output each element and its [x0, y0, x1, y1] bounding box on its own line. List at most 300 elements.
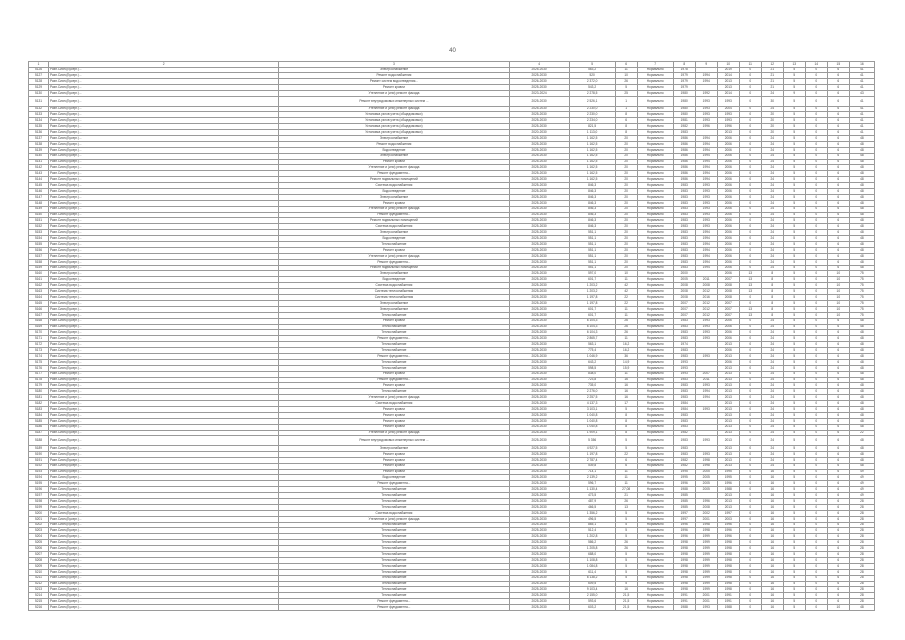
table-cell: Теплоснабжение [279, 493, 509, 499]
table-cell: 551,1 [569, 265, 615, 271]
table-cell: 0 [805, 359, 827, 365]
table-cell: 2025-2030 [509, 318, 569, 324]
table-cell: 1983 [673, 446, 695, 452]
table-cell: Нормально [637, 212, 673, 218]
table-cell: 6 [827, 130, 849, 136]
table-cell: 6 [827, 189, 849, 195]
table-cell: Ремонт кровли [279, 418, 509, 424]
table-cell: Разн.Сиян.(Бусерг.)... [49, 306, 279, 312]
table-cell: Нормально [637, 401, 673, 407]
table-cell: 5 [783, 348, 805, 354]
table-cell: 0 [805, 153, 827, 159]
table-cell: Разн.Сиян.(Бусерг.)... [49, 599, 279, 605]
table-cell: 601,7 [569, 306, 615, 312]
table-cell: 2 230,0 [569, 112, 615, 118]
table-cell: Нормально [637, 528, 673, 534]
table-cell: Нормально [637, 605, 673, 611]
table-cell: 5167 [29, 312, 49, 318]
table-cell: 2025-2030 [509, 295, 569, 301]
table-cell: 48 [849, 395, 874, 401]
table-cell: 2025-2030 [509, 289, 569, 295]
table-cell: 6 [827, 389, 849, 395]
table-cell: 1993 [695, 206, 717, 212]
table-cell: 1993 [695, 324, 717, 330]
table-cell: 5131 [29, 96, 49, 106]
table-cell: 20 [615, 171, 637, 177]
table-cell: 1983 [673, 336, 695, 342]
table-cell: 735,0 [569, 383, 615, 389]
table-cell: Электроснабжение [279, 230, 509, 236]
table-cell: Нормально [637, 493, 673, 499]
table-cell: 1979 [673, 73, 695, 79]
table-cell: 0 [805, 342, 827, 348]
table-cell: 6 [827, 406, 849, 412]
table-cell: 0 [739, 528, 761, 534]
table-cell: 0 [739, 436, 761, 446]
table-cell: 5 [783, 342, 805, 348]
table-cell: 1998 [695, 457, 717, 463]
table-cell: 1998 [673, 581, 695, 587]
table-cell: 6 [827, 147, 849, 153]
table-cell: 48 [849, 136, 874, 142]
table-cell: 0 [805, 289, 827, 295]
table-cell: 6 [827, 91, 849, 97]
table-cell: Разн.Сиян.(Бусерг.)... [49, 67, 279, 73]
table-cell: 1995 [673, 469, 695, 475]
table-cell: Разн.Сиян.(Бусерг.)... [49, 73, 279, 79]
table-cell: 16 [761, 493, 783, 499]
column-number: 13 [783, 62, 805, 68]
table-cell: 13 [739, 289, 761, 295]
table-cell: 5206 [29, 546, 49, 552]
table-cell: 24 [761, 200, 783, 206]
table-cell: 2013 [717, 377, 739, 383]
table-cell: 5 [783, 79, 805, 85]
table-cell: Разн.Сиян.(Бусерг.)... [49, 528, 279, 534]
table-cell: 48 [849, 412, 874, 418]
table-cell: 2007 [673, 312, 695, 318]
table-cell: Разн.Сиян.(Бусерг.)... [49, 153, 279, 159]
table-cell: Нормально [637, 446, 673, 452]
table-cell: 2025-2030 [509, 67, 569, 73]
table-cell: 1998 [673, 587, 695, 593]
table-cell: 1998 [673, 540, 695, 546]
table-cell: 1993 [695, 330, 717, 336]
table-cell: 5174 [29, 353, 49, 359]
table-cell: 6 [827, 469, 849, 475]
table-cell: 1983 [673, 218, 695, 224]
table-cell: 22 [849, 430, 874, 436]
table-cell: 5 [783, 124, 805, 130]
table-cell: Теплоснабжение [279, 330, 509, 336]
table-cell: 2007 [717, 306, 739, 312]
table-cell: 24 [761, 259, 783, 265]
table-cell: 1991 [717, 599, 739, 605]
table-row [29, 96, 875, 106]
table-cell: 9 103,4 [569, 587, 615, 593]
table-cell: Нормально [637, 147, 673, 153]
table-cell: 6 [827, 581, 849, 587]
table-cell: 5 [615, 581, 637, 587]
table-cell: 48 [849, 353, 874, 359]
table-cell: Нормально [637, 481, 673, 487]
table-cell: 5148 [29, 200, 49, 206]
table-cell: 24 [761, 242, 783, 248]
table-cell: Нормально [637, 130, 673, 136]
table-cell: Нормально [637, 118, 673, 124]
table-cell: 0 [739, 383, 761, 389]
table-cell: 1 162,5 [569, 177, 615, 183]
table-cell: Нормально [637, 306, 673, 312]
table-cell: 593,6 [569, 599, 615, 605]
table-cell: 11 [615, 469, 637, 475]
table-cell: 24 [761, 159, 783, 165]
table-cell: 5 [783, 395, 805, 401]
table-cell: 10 [615, 73, 637, 79]
table-cell: 2006 [717, 336, 739, 342]
table-cell: 5157 [29, 253, 49, 259]
table-cell: 5 [783, 206, 805, 212]
table-cell: 0 [805, 412, 827, 418]
table-cell: Разн.Сиян.(Бусерг.)... [49, 493, 279, 499]
table-cell: 1993 [695, 406, 717, 412]
table-cell: 0 [739, 265, 761, 271]
table-cell: 0 [805, 451, 827, 457]
table-cell: 846,3 [569, 183, 615, 189]
table-cell: 5 [783, 306, 805, 312]
table-cell: 48 [849, 342, 874, 348]
table-cell: Нормально [637, 85, 673, 91]
table-cell: 0 [739, 412, 761, 418]
table-cell: 1998 [673, 575, 695, 581]
table-cell: Нормально [637, 106, 673, 112]
table-cell: 0 [805, 475, 827, 481]
table-cell: 5160 [29, 271, 49, 277]
table-cell: 5129 [29, 85, 49, 91]
table-cell: 10 [827, 605, 849, 611]
table-cell: 2025-2030 [509, 446, 569, 452]
table-cell: 5 [783, 510, 805, 516]
table-cell: 1991 [673, 599, 695, 605]
table-cell: Ремонт фундамента... [279, 481, 509, 487]
table-cell: 1985 [673, 504, 695, 510]
table-cell: 0 [739, 236, 761, 242]
table-cell: 1983 [673, 253, 695, 259]
table-cell: Теплоснабжение [279, 499, 509, 505]
table-cell: 2013 [717, 430, 739, 436]
table-cell: 1983 [673, 242, 695, 248]
table-cell: Разн.Сиян.(Бусерг.)... [49, 389, 279, 395]
table-cell: Разн.Сиян.(Бусерг.)... [49, 330, 279, 336]
table-cell: 5179 [29, 383, 49, 389]
table-cell: 17 [615, 401, 637, 407]
table-cell: 1994 [695, 389, 717, 395]
table-cell: 0 [805, 540, 827, 546]
table-cell: 0 [739, 395, 761, 401]
table-cell: 5 [783, 295, 805, 301]
table-cell: 20 [615, 218, 637, 224]
table-cell: 1985 [673, 499, 695, 505]
table-cell: 6 [827, 177, 849, 183]
table-cell: 2007 [673, 306, 695, 312]
table-cell: 2006 [717, 194, 739, 200]
table-cell: 6 104,3 [569, 324, 615, 330]
table-cell: 1993 [695, 383, 717, 389]
table-cell: 2013 [717, 493, 739, 499]
table-cell: 5 [783, 522, 805, 528]
table-cell: 24 [761, 106, 783, 112]
table-cell: 0 [805, 277, 827, 283]
table-cell: 1994 [695, 265, 717, 271]
table-cell: 1980 [673, 106, 695, 112]
table-cell: 2012 [695, 289, 717, 295]
table-cell: 1999 [695, 569, 717, 575]
table-cell: 1993 [673, 371, 695, 377]
table-cell: 1996 [717, 522, 739, 528]
table-cell: 24 [761, 177, 783, 183]
table-cell: 5 [783, 412, 805, 418]
table-cell: 0 [805, 159, 827, 165]
table-cell: 2025-2030 [509, 96, 569, 106]
table-cell: 5 [783, 253, 805, 259]
table-cell: 48 [849, 336, 874, 342]
table-cell: 2013 [717, 353, 739, 359]
table-cell: Разн.Сиян.(Бусерг.)... [49, 430, 279, 436]
table-cell: 1994 [695, 159, 717, 165]
table-cell: 1 162,5 [569, 159, 615, 165]
table-cell: 5164 [29, 295, 49, 301]
table-cell: 5212 [29, 581, 49, 587]
table-cell: Ремонт подвальных помещений [279, 265, 509, 271]
table-cell: 48 [849, 206, 874, 212]
table-cell: 2006 [717, 271, 739, 277]
table-cell: 466,5 [569, 504, 615, 510]
table-cell: 5171 [29, 336, 49, 342]
table-cell: 1998 [717, 575, 739, 581]
table-cell: Водоотведение [279, 236, 509, 242]
table-cell: Разн.Сиян.(Бусерг.)... [49, 206, 279, 212]
table-cell: 2025-2030 [509, 557, 569, 563]
table-cell: 5 [783, 499, 805, 505]
table-cell: 6 [827, 218, 849, 224]
table-cell: Теплоснабжение [279, 365, 509, 371]
table-cell: 2025-2030 [509, 383, 569, 389]
table-cell: 2006 [717, 359, 739, 365]
table-cell: 5 [783, 546, 805, 552]
table-cell: 1 202,8 [569, 534, 615, 540]
table-cell: 5159 [29, 265, 49, 271]
table-cell: 16 [761, 599, 783, 605]
table-cell: 5158 [29, 259, 49, 265]
table-cell: 2025-2030 [509, 259, 569, 265]
table-cell: Нормально [637, 312, 673, 318]
table-cell: 24 [761, 348, 783, 354]
table-cell: 1993 [695, 436, 717, 446]
table-cell: 0 [805, 348, 827, 354]
table-cell: 6 [827, 457, 849, 463]
table-cell: 0 [739, 73, 761, 79]
table-cell: 22 [615, 295, 637, 301]
table-cell: Разн.Сиян.(Бусерг.)... [49, 247, 279, 253]
table-cell: 16 [615, 389, 637, 395]
table-cell: 20 [615, 224, 637, 230]
table-cell: 8 [615, 130, 637, 136]
table-cell: 0 [739, 141, 761, 147]
table-cell: 551,1 [569, 253, 615, 259]
table-cell: 5 [783, 96, 805, 106]
table-cell: 2025-2030 [509, 189, 569, 195]
table-cell: 2014 [717, 73, 739, 79]
table-cell: 6 [827, 569, 849, 575]
table-cell: 16 [761, 581, 783, 587]
table-cell: 2013 [717, 424, 739, 430]
table-cell: 2025-2030 [509, 424, 569, 430]
table-cell: 5130 [29, 91, 49, 97]
table-cell: 6 [827, 528, 849, 534]
table-cell: 26 [615, 499, 637, 505]
table-cell: 5166 [29, 306, 49, 312]
table-cell: 5 [783, 516, 805, 522]
table-cell: 1980 [673, 91, 695, 97]
table-cell: 16 [761, 605, 783, 611]
table-cell: 6 [827, 265, 849, 271]
table-cell: 8 [615, 412, 637, 418]
table-cell: 2006 [717, 183, 739, 189]
table-cell: 26 [615, 324, 637, 330]
table-cell: 5184 [29, 412, 49, 418]
table-cell: 11 [615, 336, 637, 342]
table-cell: 20 [615, 177, 637, 183]
table-cell: 1983 [673, 259, 695, 265]
table-cell: 0 [739, 499, 761, 505]
table-cell: Утепление и (или) ремонт фасада [279, 91, 509, 97]
table-cell: 1993 [695, 96, 717, 106]
table-cell: 24 [761, 91, 783, 97]
table-cell: 6 [827, 112, 849, 118]
table-cell: 48 [849, 165, 874, 171]
table-cell: 5 [783, 528, 805, 534]
table-cell: 2025-2030 [509, 504, 569, 510]
column-number: 16 [849, 62, 874, 68]
table-cell: 1997 [673, 510, 695, 516]
table-cell: 5168 [29, 318, 49, 324]
table-cell: Разн.Сиян.(Бусерг.)... [49, 230, 279, 236]
table-cell: Водоотведение [279, 475, 509, 481]
table-cell: 48 [849, 177, 874, 183]
table-cell: 2 372,0 [569, 79, 615, 85]
table-cell: 2007 [717, 312, 739, 318]
table-cell: 2025-2030 [509, 247, 569, 253]
table-cell: 2007 [717, 277, 739, 283]
table-cell: 5 356 [569, 436, 615, 446]
table-cell: 0 [739, 218, 761, 224]
table-cell: Разн.Сиян.(Бусерг.)... [49, 342, 279, 348]
table-cell: Теплоснабжение [279, 581, 509, 587]
table-cell: 6 [827, 395, 849, 401]
table-cell: 8 [615, 124, 637, 130]
table-cell: 5 [783, 147, 805, 153]
table-cell: 48 [849, 318, 874, 324]
table-cell: Нормально [637, 353, 673, 359]
table-cell: 5153 [29, 230, 49, 236]
table-cell: 6 [827, 401, 849, 407]
table-cell: 48 [849, 159, 874, 165]
table-cell: 1996 [717, 481, 739, 487]
table-cell: Теплоснабжение [279, 342, 509, 348]
table-cell: 0 [805, 510, 827, 516]
table-cell: Нормально [637, 424, 673, 430]
table-cell: 5175 [29, 359, 49, 365]
table-cell: 5144 [29, 177, 49, 183]
table-cell: 11 [615, 312, 637, 318]
table-cell: 5188 [29, 436, 49, 446]
table-cell: 0 [805, 457, 827, 463]
table-cell: 775,4 [569, 348, 615, 354]
table-cell: Нормально [637, 141, 673, 147]
table-cell: 0 [805, 85, 827, 91]
table-cell: 48 [849, 141, 874, 147]
table-cell: 24 [761, 353, 783, 359]
table-cell: Установка узлов учета (общедомовых) [279, 112, 509, 118]
table-cell: Нормально [637, 171, 673, 177]
table-cell: 16 [761, 504, 783, 510]
table-cell: 2006 [717, 242, 739, 248]
table-cell: Нормально [637, 91, 673, 97]
table-cell: 5205 [29, 540, 49, 546]
table-cell: 5 [783, 534, 805, 540]
table-cell: 2006 [717, 206, 739, 212]
table-cell: 1980 [673, 96, 695, 106]
table-cell: Разн.Сиян.(Бусерг.)... [49, 457, 279, 463]
table-cell: 16 [761, 481, 783, 487]
column-number: 15 [827, 62, 849, 68]
table-cell: 5 [783, 171, 805, 177]
table-cell: 2025-2030 [509, 242, 569, 248]
table-cell: Ремонт фундамента... [279, 259, 509, 265]
table-cell: 48 [849, 389, 874, 395]
table-cell: 2008 [717, 295, 739, 301]
table-cell: 5 [615, 516, 637, 522]
table-cell: 0 [739, 96, 761, 106]
table-cell: 48 [849, 218, 874, 224]
table-cell: 0 [739, 118, 761, 124]
table-cell: 512,4 [569, 528, 615, 534]
table-cell: Нормально [637, 165, 673, 171]
table-cell: Нормально [637, 159, 673, 165]
table-cell: 0 [805, 446, 827, 452]
table-cell: Разн.Сиян.(Бусерг.)... [49, 359, 279, 365]
table-cell: 48 [849, 242, 874, 248]
table-cell: 586,2 [569, 540, 615, 546]
table-cell: 0 [805, 118, 827, 124]
table-cell: 1983 [673, 353, 695, 359]
table-cell: 563,2 [569, 67, 615, 73]
table-cell: 20 [615, 247, 637, 253]
table-cell: 2006 [717, 247, 739, 253]
table-cell: 16 [761, 516, 783, 522]
table-cell: 0 [739, 165, 761, 171]
table-cell: 0 [805, 389, 827, 395]
table-cell: 2025-2030 [509, 200, 569, 206]
table-cell: 1999 [695, 546, 717, 552]
table-cell: 6 [827, 430, 849, 436]
table-cell: 2025-2030 [509, 171, 569, 177]
table-cell: 16 [761, 499, 783, 505]
table-cell: 6 [827, 481, 849, 487]
table-cell: 1982 [673, 124, 695, 130]
capital-repair-table [28, 61, 875, 611]
table-cell: Нормально [637, 96, 673, 106]
